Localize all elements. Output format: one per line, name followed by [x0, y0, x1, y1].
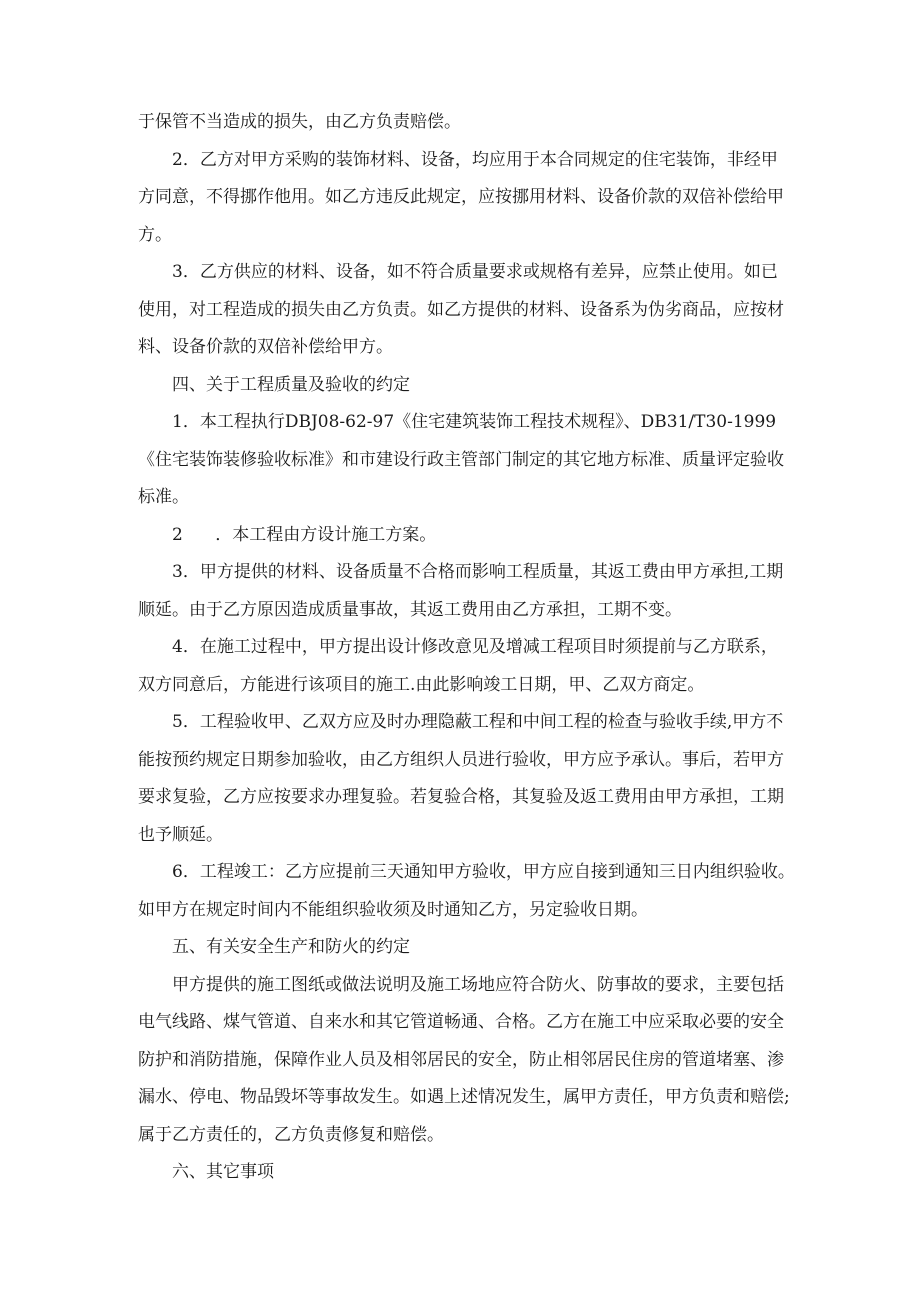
text-line: 顺延。由于乙方原因造成质量事故，其返工费用由乙方承担，工期不变。 — [138, 599, 682, 620]
text-line: 《住宅装饰装修验收标准》和市建设行政主管部门制定的其它地方标准、质量评定验收 — [138, 449, 784, 470]
text-line: 要求复验，乙方应按要求办理复验。若复验合格，其复验及返工费用由甲方承担，工期 — [138, 787, 784, 807]
document-body — [138, 104, 798, 1192]
text-line: 使用，对工程造成的损失由乙方负责。如乙方提供的材料、设备系为伪劣商品，应按材 — [138, 299, 784, 320]
text-line: 属于乙方责任的，乙方负责修复和赔偿。 — [138, 1124, 444, 1145]
paragraph-line: 甲方提供的施工图纸或做法说明及施工场地应符合防火、防事故的要求，主要包括 — [172, 974, 784, 995]
clause-1-line: 1．本工程执行DBJ08-62-97《住宅建筑装饰工程技术规程》、DB31/T30-1999 — [172, 412, 777, 432]
text-line: 双方同意后，方能进行该项目的施工.由此影响竣工日期，甲、乙双方商定。 — [138, 674, 705, 695]
section-heading-6: 六、其它事项 — [172, 1162, 274, 1182]
text-line: 标准。 — [138, 487, 189, 507]
text-line: 防护和消防措施，保障作业人员及相邻居民的安全，防止相邻居民住房的管道堵塞、渗 — [138, 1049, 784, 1070]
text-line: 能按预约规定日期参加验收，由乙方组织人员进行验收，甲方应予承认。事后，若甲方 — [138, 749, 784, 770]
text-line: 电气线路、煤气管道、自来水和其它管道畅通、合格。乙方在施工中应采取必要的安全 — [138, 1012, 784, 1032]
text-line: 方同意，不得挪作他用。如乙方违反此规定，应按挪用材料、设备价款的双倍补偿给甲 — [138, 187, 784, 207]
section-heading-5: 五、有关安全生产和防火的约定 — [172, 937, 410, 957]
clause-2-line: 2 ．本工程由方设计施工方案。 — [172, 524, 437, 545]
text-line: 于保管不当造成的损失，由乙方负责赔偿。 — [138, 112, 461, 132]
clause-4-line: 4．在施工过程中，甲方提出设计修改意见及增减工程项目时须提前与乙方联系， — [172, 637, 778, 657]
text-line: 漏水、停电、物品毁坏等事故发生。如遇上述情况发生，属甲方责任，甲方负责和赔偿; — [138, 1087, 790, 1107]
section-heading-4: 四、关于工程质量及验收的约定 — [172, 374, 410, 395]
clause-3-line: 3．甲方提供的材料、设备质量不合格而影响工程质量，其返工费由甲方承担,工期 — [172, 562, 784, 582]
text-line: 如甲方在规定时间内不能组织验收须及时通知乙方，另定验收日期。 — [138, 899, 648, 920]
text-line: 料、设备价款的双倍补偿给甲方。 — [138, 337, 393, 357]
text-line: 方。 — [138, 224, 172, 245]
clause-5-line: 5．工程验收甲、乙双方应及时办理隐蔽工程和中间工程的检查与验收手续,甲方不 — [172, 712, 784, 732]
clause-3-line: 3．乙方供应的材料、设备，如不符合质量要求或规格有差异，应禁止使用。如已 — [172, 262, 778, 282]
text-line: 也予顺延。 — [138, 824, 223, 845]
clause-6-line: 6．工程竣工：乙方应提前三天通知甲方验收，甲方应自接到通知三日内组织验收。 — [172, 862, 795, 882]
clause-2-line: 2．乙方对甲方采购的装饰材料、设备，均应用于本合同规定的住宅装饰，非经甲 — [172, 149, 778, 170]
